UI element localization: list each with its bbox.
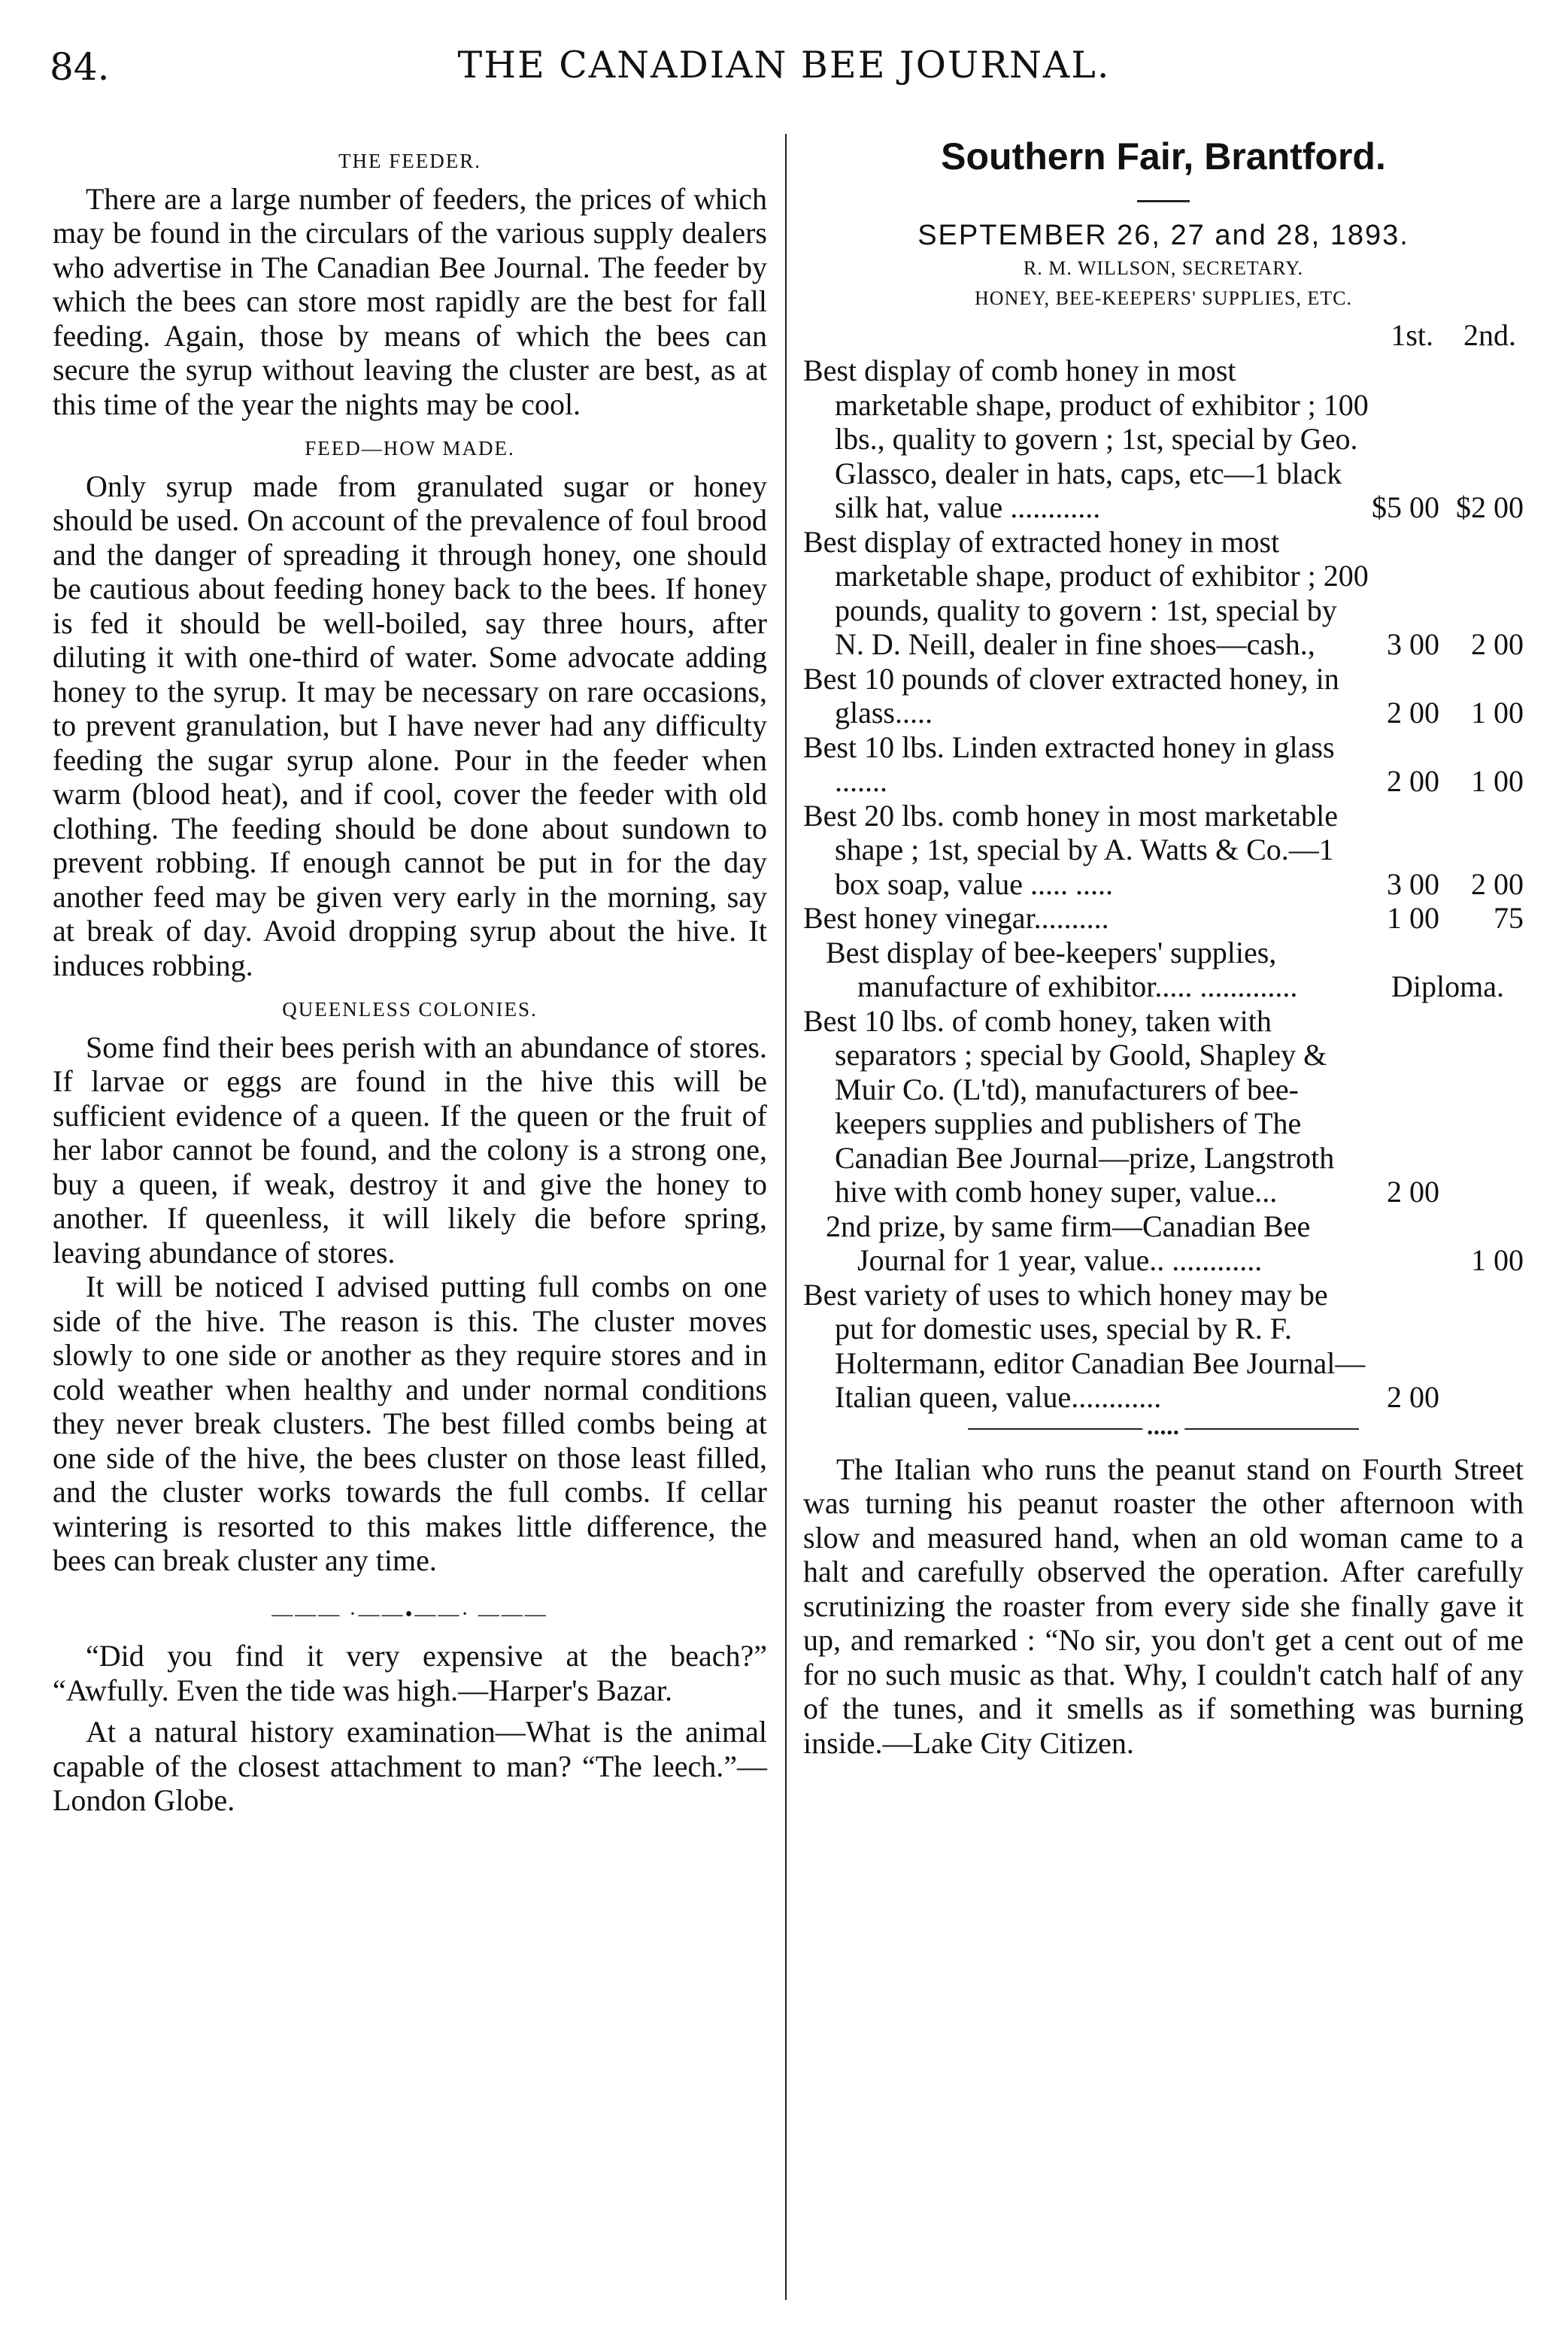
queenless-heading: QUEENLESS COLONIES. [282,998,538,1021]
prize-first-value: 2 00 [1387,764,1439,798]
prize-description: Best 10 lbs. Linden extracted honey in glass ....... [803,730,1335,798]
prize-second-value: 2 00 [1471,627,1524,661]
prize-first-value: 2 00 [1387,696,1439,730]
prize-row [803,1004,1524,1209]
fair-secretary: R. M. WILLSON, SECRETARY. [1023,256,1304,279]
page-number: 84. [50,45,110,89]
prize-description: Best 20 lbs. comb honey in most marketable shape ; 1st, special by A. Watts & Co.—1 box soap, value ..... ..... [803,798,1338,901]
prize-description: Best honey vinegar.......... [803,901,1109,935]
feeder-heading: THE FEEDER. [338,150,481,172]
prize-description: Best 10 pounds of clover extracted honey, in glass..... [803,661,1339,730]
feed-heading: FEED—HOW MADE. [305,437,515,460]
prize-second-value: $2 00 [1456,490,1524,524]
prize-description: Best display of comb honey in most marketable shape, product of exhibitor ; 100 lbs., quality to govern ; 1st, special by Geo. Glassco, dealer in hats, caps, etc—1 black silk hat, value ............ [803,353,1369,524]
fair-dates: SEPTEMBER 26, 27 and 28, 1893. [917,220,1409,251]
prize-description: Best display of extracted honey in most marketable shape, product of exhibitor ; 200 pounds, quality to govern : 1st, special by N. D. Neill, dealer in fine shoes—cash., [803,524,1369,661]
journal-header: THE CANADIAN BEE JOURNAL. [457,44,1111,86]
prize-first-value: $5 00 [1372,490,1439,524]
prize-second-value: 1 00 [1471,1243,1524,1277]
prize-second-header: 2nd. [1463,317,1516,352]
prize-row [803,936,1524,1004]
left-column [53,134,767,1818]
feeder-paragraph: There are a large number of feeders, the prices of which may be found in the circulars of the various supply dealers who advertise in The Canadian Bee Journal. The feeder by which the bees can store most rapidly are the best for fall feeding. Again, those by means of which the bees can secure the syrup without leaving the cluster are best, as at this time of the year the nights may be cool. [53,181,767,421]
prize-column-headers [803,318,1524,353]
variety-description: Best variety of uses to which honey may be put for domestic uses, special by R. F. Holtermann, editor Canadian Bee Journal—Italian queen, value............ [803,1277,1366,1414]
title-rule [1137,200,1190,202]
prize-second-value: 75 [1494,901,1524,935]
prize-first-value: 3 00 [1387,866,1439,901]
supplies-award: Diploma. [1391,969,1504,1003]
prize-row [803,799,1524,902]
joke-harpers: “Did you find it very expensive at the beach?” “Awfully. Even the tide was high.—Harper's Bazar. [53,1639,767,1707]
prize-row [803,662,1524,730]
comb-second-prize-description: 2nd prize, by same firm—Canadian Bee Journal for 1 year, value.. ............ [826,1209,1311,1277]
prize-first-value: 2 00 [1387,1380,1439,1414]
prize-second-value: 1 00 [1471,764,1524,798]
prize-second-value: 1 00 [1471,696,1524,730]
fair-title: Southern Fair, Brantford. [941,135,1386,177]
peanut-anecdote: The Italian who runs the peanut stand on Fourth Street was turning his peanut roaster the other afternoon with slow and measured hand, when an old woman came to a halt and carefully observed the operation. After carefully scrutinizing the roaster from every side she finally gave it up, and remarked : “No sir, you don't get a cent out of me for no such music as that. Why, I couldn't catch half of any of the tunes, and it smells as if something was burning inside.—Lake City Citizen. [803,1452,1524,1760]
prize-first-value: 1 00 [1387,901,1439,935]
prize-row [803,730,1524,799]
prize-first-value: 2 00 [1387,1175,1439,1209]
prize-list-end-rule [968,1428,1359,1430]
section-ornament: ——— ·——•——· ——— [271,1602,548,1626]
prize-row [803,1278,1524,1415]
prize-first-value: 3 00 [1387,627,1439,661]
prize-row [803,353,1524,525]
queenless-paragraph-2: It will be noticed I advised putting full combs on one side of the hive. The reason is this. The cluster moves slowly to one side or another as they require stores and in cold weather when healthy and under normal conditions they never break clusters. The best filled combs being at one side of the hive, the bees cluster on those least filled, and the cluster works towards the full combs. If cellar wintering is resorted to this makes little difference, the bees can break cluster any time. [53,1270,767,1577]
right-column [803,134,1524,1760]
feed-paragraph: Only syrup made from granulated sugar or honey should be used. On account of the prevalence of foul brood and the danger of spreading it through honey, one should be cautious about feeding honey back to the bees. If honey is fed it should be well-boiled, say three hours, after diluting it with one-third of water. Some advocate adding honey to the syrup. It may be necessary on rare occasions, to prevent granulation, but I have never had any difficulty feeding the sugar syrup alone. Pour in the feeder when warm (blood heat), and if cool, cover the feeder with old clothing. The feeding should be done about sundown to prevent robbing. If enough cannot be put in for the day another feed may be given very early in the morning, say at break of day. Avoid dropping syrup about the hive. It induces robbing. [53,469,767,982]
prize-second-value: 2 00 [1471,866,1524,901]
joke-london-globe: At a natural history examination—What is the animal capable of the closest attachment to man? “The leech.”—London Globe. [53,1715,767,1817]
column-divider [785,134,787,2300]
comb-separators-description: Best 10 lbs. of comb honey, taken with separators ; special by Goold, Shapley & Muir Co. (L'td), manufacturers of bee-keepers supplies and publishers of The Canadian Bee Journal—prize, Langstroth hive with comb honey super, value... [803,1003,1335,1209]
prize-row [803,1209,1524,1278]
fair-category: HONEY, BEE-KEEPERS' SUPPLIES, ETC. [975,287,1352,309]
prize-first-header: 1st. [1391,317,1433,352]
queenless-paragraph-1: Some find their bees perish with an abundance of stores. If larvae or eggs are found in the hive this will be sufficient evidence of a queen. If the queen or the fruit of her labor cannot be found, and the colony is a strong one, buy a queen, if weak, destroy it and give the honey to another. If queenless, it will likely die before spring, leaving abundance of stores. [53,1030,767,1270]
prize-row [803,901,1524,936]
supplies-description: Best display of bee-keepers' supplies, manufacture of exhibitor..... ............. [826,935,1298,1003]
prize-row [803,525,1524,662]
